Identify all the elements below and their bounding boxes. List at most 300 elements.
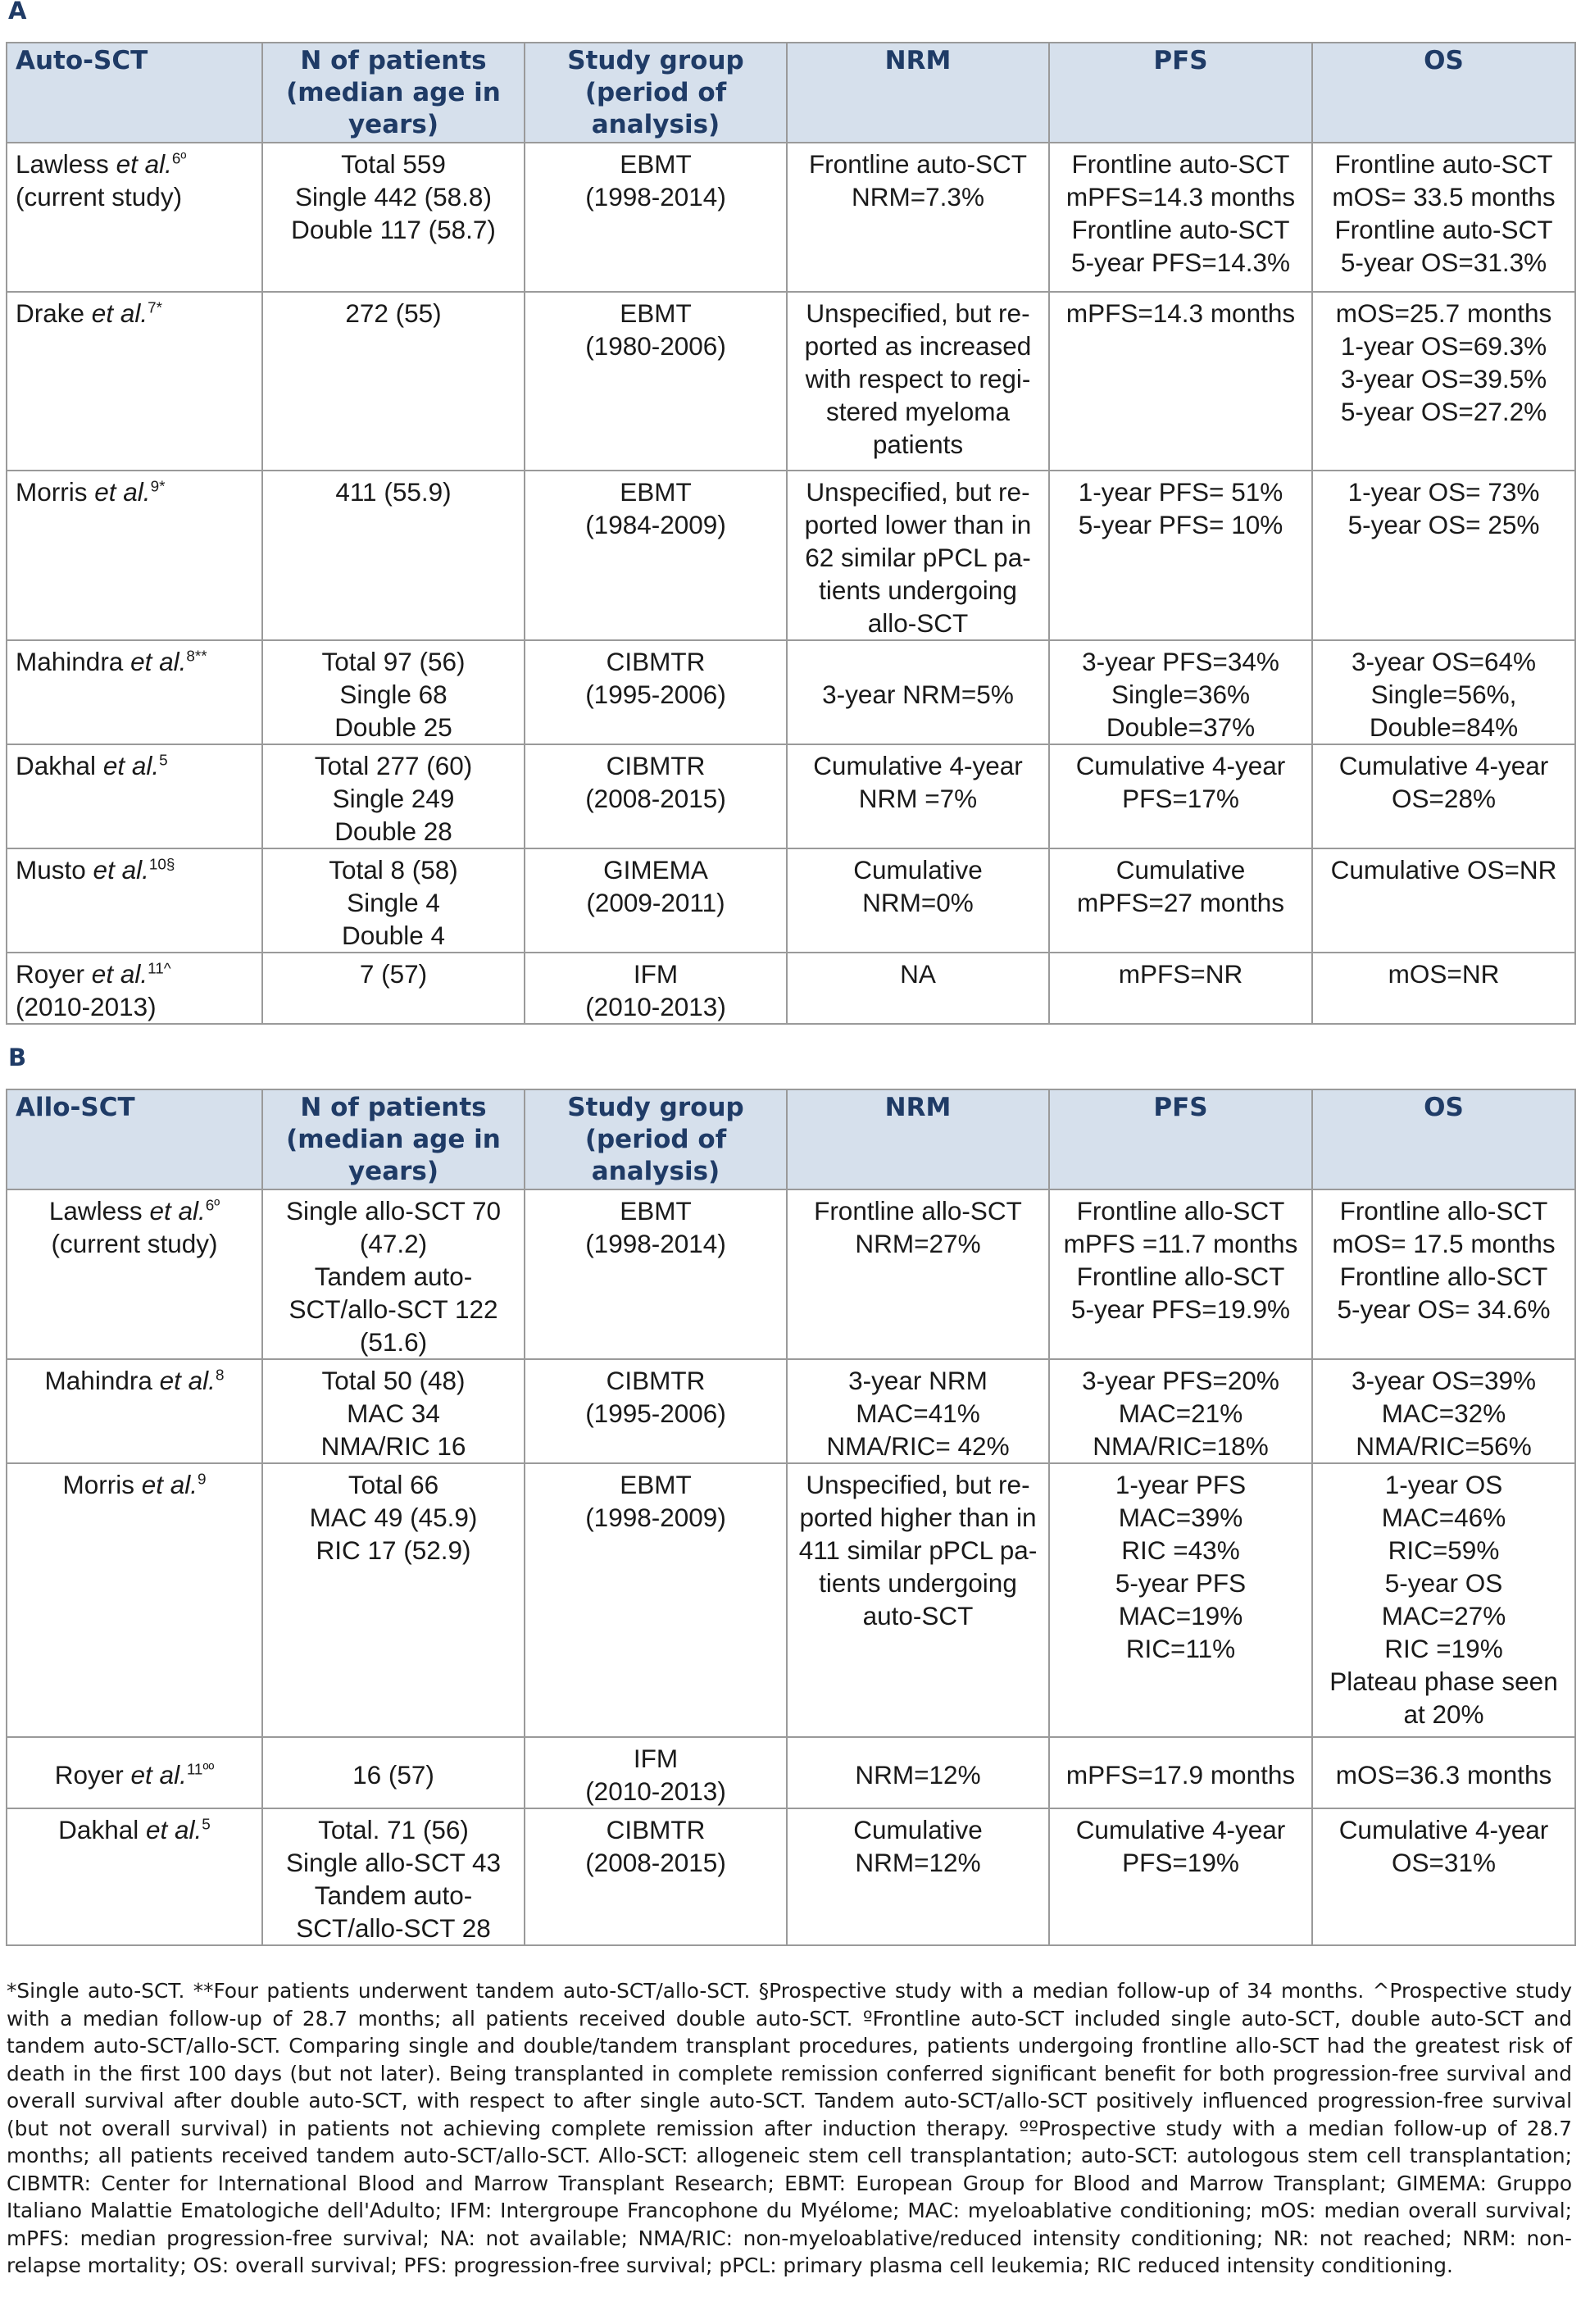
- nrm-cell: [787, 744, 1049, 848]
- nrm-line: NRM =7%: [858, 784, 978, 813]
- author-name: Morris: [62, 1470, 134, 1499]
- nrm-line: Unspecified, but re-: [806, 298, 1030, 328]
- nrm-line: Unspecified, but re-: [806, 477, 1030, 507]
- nrm-line: tients undergoing: [819, 1568, 1017, 1598]
- reference-line: [16, 148, 253, 180]
- table-row: [7, 640, 1575, 744]
- pfs-line: Single=36%: [1111, 680, 1250, 709]
- os-line: Frontline allo-SCT: [1339, 1196, 1548, 1226]
- nrm-line: NRM=27%: [855, 1229, 981, 1258]
- os-line: NMA/RIC=56%: [1356, 1431, 1532, 1461]
- reference-cell: [7, 1359, 262, 1463]
- os-cell: [1312, 1359, 1575, 1463]
- group-cell: [525, 1808, 787, 1945]
- citation-superscript: 5: [159, 752, 168, 770]
- n-line: Tandem auto-: [314, 1262, 473, 1291]
- n-cell: [262, 1808, 525, 1945]
- pfs-line: MAC=21%: [1118, 1398, 1243, 1428]
- os-cell: [1312, 1808, 1575, 1945]
- reference-cell: [7, 1463, 262, 1737]
- n-cell: [262, 848, 525, 953]
- header-cell: Allo-SCT: [7, 1089, 262, 1189]
- pfs-line: NMA/RIC=18%: [1093, 1431, 1269, 1461]
- os-line: 5-year OS= 25%: [1347, 510, 1540, 539]
- reference-line: [16, 749, 253, 782]
- group-cell: [525, 292, 787, 471]
- citation-superscript: 8: [215, 1367, 225, 1385]
- citation-superscript: 11^: [148, 960, 171, 978]
- reference-cell: [7, 848, 262, 953]
- os-cell: [1312, 292, 1575, 471]
- n-line: Total 559: [341, 149, 446, 179]
- citation-superscript: 9: [198, 1471, 207, 1489]
- pfs-cell: [1049, 471, 1312, 640]
- os-line: 1-year OS: [1384, 1470, 1503, 1499]
- n-line: Tandem auto-: [314, 1881, 473, 1910]
- os-line: Frontline auto-SCT: [1334, 149, 1553, 179]
- os-line: Cumulative 4-year: [1338, 1815, 1549, 1844]
- pfs-line: 5-year PFS= 10%: [1078, 510, 1283, 539]
- group-line: CIBMTR: [606, 1366, 706, 1395]
- group-line: (1998-2014): [585, 182, 726, 211]
- et-al: et al.: [130, 647, 187, 676]
- table-row: [7, 953, 1575, 1024]
- table-row: [7, 1808, 1575, 1945]
- os-line: MAC=32%: [1381, 1398, 1506, 1428]
- nrm-cell: [787, 640, 1049, 744]
- table-row: [7, 1463, 1575, 1737]
- et-al: et al.: [130, 1760, 187, 1790]
- pfs-line: Cumulative: [1115, 855, 1246, 885]
- n-line: 411 (55.9): [335, 477, 452, 507]
- author-name: Dakhal: [16, 751, 97, 780]
- header-cell: OS: [1312, 1089, 1575, 1189]
- author-name: Musto: [16, 855, 86, 885]
- pfs-line: Frontline auto-SCT: [1071, 215, 1290, 244]
- nrm-line: NA: [900, 959, 936, 989]
- nrm-line: NRM=12%: [855, 1848, 981, 1877]
- n-line: Total 50 (48): [321, 1366, 466, 1395]
- n-line: Single allo-SCT 43: [285, 1848, 502, 1877]
- header-cell: Study group (period of analysis): [525, 1089, 787, 1189]
- nrm-cell: [787, 1463, 1049, 1737]
- n-cell: [262, 1359, 525, 1463]
- author-name: Lawless: [16, 149, 109, 179]
- os-line: Plateau phase seen: [1329, 1667, 1558, 1696]
- group-line: CIBMTR: [606, 1815, 706, 1844]
- reference-line: [16, 1364, 253, 1397]
- group-cell: [525, 471, 787, 640]
- group-line: (1998-2009): [585, 1503, 726, 1532]
- os-line: mOS= 33.5 months: [1332, 182, 1556, 211]
- pfs-cell: [1049, 744, 1312, 848]
- author-name: Morris: [16, 477, 88, 507]
- pfs-line: mPFS=17.9 months: [1065, 1760, 1296, 1790]
- et-al: et al.: [149, 1196, 206, 1226]
- os-cell: [1312, 744, 1575, 848]
- os-cell: [1312, 1463, 1575, 1737]
- nrm-line: ported as increased: [804, 331, 1032, 361]
- et-al: et al.: [94, 477, 151, 507]
- pfs-line: 3-year PFS=20%: [1082, 1366, 1279, 1395]
- pfs-line: mPFS=14.3 months: [1065, 298, 1296, 328]
- os-line: 3-year OS=39%: [1352, 1366, 1536, 1395]
- header-cell: NRM: [787, 1089, 1049, 1189]
- pfs-cell: [1049, 1463, 1312, 1737]
- group-line: CIBMTR: [606, 751, 706, 780]
- nrm-line: ported higher than in: [799, 1503, 1037, 1532]
- reference-cell: [7, 471, 262, 640]
- nrm-line: Unspecified, but re-: [806, 1470, 1030, 1499]
- pfs-cell: [1049, 1189, 1312, 1359]
- os-line: 1-year OS= 73%: [1347, 477, 1540, 507]
- author-name: Mahindra: [16, 647, 124, 676]
- author-name: Royer: [16, 959, 85, 989]
- nrm-line: ported lower than in: [804, 510, 1032, 539]
- os-line: 5-year OS: [1384, 1568, 1503, 1598]
- nrm-line: Cumulative: [853, 1815, 983, 1844]
- group-line: EBMT: [620, 1470, 692, 1499]
- citation-superscript: 9*: [150, 478, 166, 496]
- n-line: 272 (55): [345, 298, 442, 328]
- author-name: Dakhal: [58, 1815, 139, 1844]
- group-line: EBMT: [620, 149, 692, 179]
- group-line: (1980-2006): [585, 331, 726, 361]
- pfs-line: Cumulative 4-year: [1075, 1815, 1286, 1844]
- os-line: mOS= 17.5 months: [1332, 1229, 1556, 1258]
- n-line: 16 (57): [352, 1760, 434, 1790]
- n-line: Single allo-SCT 70: [285, 1196, 502, 1226]
- nrm-line: allo-SCT: [867, 608, 969, 638]
- header-cell: NRM: [787, 43, 1049, 143]
- group-cell: [525, 1463, 787, 1737]
- table-row: [7, 1189, 1575, 1359]
- nrm-line: patients: [872, 430, 964, 459]
- os-line: at 20%: [1403, 1699, 1484, 1729]
- table-header-row: [7, 1089, 1575, 1189]
- pfs-cell: [1049, 1737, 1312, 1808]
- group-line: (2010-2013): [585, 1776, 726, 1806]
- reference-line: [16, 1813, 253, 1846]
- author-name: Royer: [54, 1760, 124, 1790]
- reference-cell: [7, 744, 262, 848]
- pfs-line: Frontline allo-SCT: [1076, 1196, 1285, 1226]
- et-al: et al.: [146, 1815, 202, 1844]
- os-line: Cumulative 4-year: [1338, 751, 1549, 780]
- os-line: Double=84%: [1369, 712, 1519, 742]
- header-cell: OS: [1312, 43, 1575, 143]
- group-line: (2008-2015): [585, 1848, 726, 1877]
- os-line: OS=28%: [1392, 784, 1496, 813]
- n-line: NMA/RIC 16: [320, 1431, 466, 1461]
- pfs-line: 1-year PFS= 51%: [1078, 477, 1283, 507]
- table-row: [7, 848, 1575, 953]
- nrm-line: NRM=7.3%: [852, 182, 984, 211]
- nrm-cell: [787, 848, 1049, 953]
- et-al: et al.: [141, 1470, 198, 1499]
- n-cell: [262, 1737, 525, 1808]
- group-cell: [525, 143, 787, 292]
- os-line: 3-year OS=39.5%: [1340, 364, 1547, 393]
- auto-sct-table: [6, 42, 1576, 1025]
- header-cell: N of patients (median age in years): [262, 43, 525, 143]
- header-cell: N of patients (median age in years): [262, 1089, 525, 1189]
- pfs-cell: [1049, 292, 1312, 471]
- citation-superscript: 6º: [171, 150, 187, 168]
- n-line: Double 4: [341, 921, 446, 950]
- table-row: [7, 1359, 1575, 1463]
- reference-line: [16, 1194, 253, 1227]
- et-al: et al.: [91, 959, 148, 989]
- pfs-line: Double=37%: [1106, 712, 1256, 742]
- et-al: et al.: [159, 1366, 216, 1395]
- n-line: (47.2): [359, 1229, 428, 1258]
- reference-line: [16, 853, 253, 886]
- group-cell: [525, 1189, 787, 1359]
- pfs-line: MAC=39%: [1118, 1503, 1243, 1532]
- pfs-line: Cumulative 4-year: [1075, 751, 1286, 780]
- n-line: Total 277 (60): [314, 751, 473, 780]
- os-line: Frontline auto-SCT: [1334, 215, 1553, 244]
- nrm-line: stered myeloma: [825, 397, 1011, 426]
- pfs-line: 5-year PFS: [1115, 1568, 1247, 1598]
- os-line: Cumulative OS=NR: [1330, 855, 1557, 885]
- pfs-cell: [1049, 1808, 1312, 1945]
- pfs-line: Frontline auto-SCT: [1071, 149, 1290, 179]
- citation-superscript: 10§: [148, 856, 175, 874]
- group-cell: [525, 848, 787, 953]
- pfs-line: mPFS =11.7 months: [1063, 1229, 1298, 1258]
- reference-line: [16, 297, 253, 330]
- group-cell: [525, 744, 787, 848]
- n-line: Total 66: [348, 1470, 439, 1499]
- n-cell: [262, 471, 525, 640]
- n-line: Single 68: [339, 680, 447, 709]
- os-cell: [1312, 143, 1575, 292]
- nrm-cell: [787, 953, 1049, 1024]
- group-line: CIBMTR: [606, 647, 706, 676]
- nrm-line: 3-year NRM=5%: [822, 680, 1014, 709]
- n-line: Double 25: [334, 712, 452, 742]
- n-line: MAC 34: [347, 1398, 440, 1428]
- nrm-cell: [787, 1737, 1049, 1808]
- n-cell: [262, 744, 525, 848]
- pfs-cell: [1049, 848, 1312, 953]
- os-line: Frontline allo-SCT: [1339, 1262, 1548, 1291]
- n-line: SCT/allo-SCT 28: [296, 1913, 491, 1943]
- os-line: MAC=27%: [1381, 1601, 1506, 1630]
- nrm-line: with respect to regi-: [805, 364, 1031, 393]
- os-line: MAC=46%: [1381, 1503, 1506, 1532]
- group-line: (1995-2006): [585, 1398, 726, 1428]
- nrm-line: auto-SCT: [862, 1601, 974, 1630]
- n-line: RIC 17 (52.9): [316, 1535, 471, 1565]
- reference-cell: [7, 1808, 262, 1945]
- group-line: (2008-2015): [585, 784, 726, 813]
- nrm-cell: [787, 1189, 1049, 1359]
- nrm-line: NMA/RIC= 42%: [826, 1431, 1010, 1461]
- group-cell: [525, 1737, 787, 1808]
- pfs-line: MAC=19%: [1118, 1601, 1243, 1630]
- pfs-line: 3-year PFS=34%: [1082, 647, 1279, 676]
- reference-cell: [7, 640, 262, 744]
- table-footnote: *Single auto-SCT. **Four patients underwent tandem auto-SCT/allo-SCT. §Prospective study with a median follow-up of 34 months. ^Prospective study with a median follow-up of 28.7 months; all patients received double auto-SCT. ºFrontline auto-SCT included single auto-SCT, double auto-SCT and tandem auto-SCT/allo-SCT. Comparing single and double/tandem transplant procedures, patients undergoing frontline allo-SCT had the greatest risk of death in the first 100 days (but not later). Being transplanted in complete remission conferred significant benefit for both progression-free survival and overall survival after double auto-SCT, with respect to after single auto-SCT. Tandem auto-SCT/allo-SCT positively influenced progression-free survival (but not overall survival) in patients not achieving complete remission after induction therapy. ººProspective study with a median follow-up of 28.7 months; all patients received tandem auto-SCT/allo-SCT. Allo-SCT: allogeneic stem cell transplantation; auto-SCT: autologous stem cell transplantation; CIBMTR: Center for International Blood and Marrow Transplant Research; EBMT: European Group for Blood and Marrow Transplant; GIMEMA: Gruppo Italiano Malattie Ematologiche dell'Adulto; IFM: Intergroupe Francophone du Myélome; MAC: myeloablative conditioning; mOS: median overall survival; mPFS: median progression-free survival; NA: not available; NMA/RIC: non-myeloablative/reduced intensity conditioning; NR: not reached; NRM: non-relapse mortality; OS: overall survival; PFS: progression-free survival; pPCL: primary plasma cell leukemia; RIC reduced intensity conditioning.: [7, 1979, 1572, 2277]
- group-line: (1995-2006): [585, 680, 726, 709]
- header-cell: Study group (period of analysis): [525, 43, 787, 143]
- pfs-line: 5-year PFS=19.9%: [1070, 1294, 1290, 1324]
- n-cell: [262, 640, 525, 744]
- pfs-line: RIC=11%: [1125, 1634, 1236, 1663]
- os-line: RIC =19%: [1384, 1634, 1503, 1663]
- os-cell: [1312, 848, 1575, 953]
- reference-cell: [7, 1737, 262, 1808]
- et-al: et al.: [91, 298, 148, 328]
- reference-cell: [7, 143, 262, 292]
- pfs-line: mPFS=14.3 months: [1065, 182, 1296, 211]
- os-line: RIC=59%: [1388, 1535, 1500, 1565]
- header-cell: PFS: [1049, 1089, 1312, 1189]
- n-line: 7 (57): [359, 959, 428, 989]
- n-line: SCT/allo-SCT 122: [288, 1294, 498, 1324]
- group-line: (1998-2014): [585, 1229, 726, 1258]
- pfs-line: mPFS=NR: [1118, 959, 1243, 989]
- group-line: (2010-2013): [585, 992, 726, 1021]
- os-line: OS=31%: [1392, 1848, 1496, 1877]
- pfs-line: Frontline allo-SCT: [1076, 1262, 1285, 1291]
- os-line: Single=56%,: [1370, 680, 1517, 709]
- reference-note: (2010-2013): [16, 992, 157, 1021]
- n-cell: [262, 1189, 525, 1359]
- os-cell: [1312, 1737, 1575, 1808]
- n-cell: [262, 143, 525, 292]
- table-row: [7, 744, 1575, 848]
- nrm-line: 3-year NRM: [848, 1366, 988, 1395]
- section-a-label: A: [8, 0, 27, 25]
- pfs-cell: [1049, 640, 1312, 744]
- os-line: 5-year OS=27.2%: [1340, 397, 1547, 426]
- header-cell: PFS: [1049, 43, 1312, 143]
- nrm-cell: [787, 292, 1049, 471]
- nrm-line: 411 similar pPCL pa-: [798, 1535, 1038, 1565]
- table-row: [7, 143, 1575, 292]
- reference-line: [16, 475, 253, 508]
- os-cell: [1312, 471, 1575, 640]
- reference-line: [16, 1468, 253, 1501]
- pfs-line: RIC =43%: [1121, 1535, 1240, 1565]
- reference-line: [16, 1758, 253, 1791]
- reference-note: (current study): [16, 182, 183, 211]
- nrm-line: NRM=0%: [862, 888, 974, 917]
- table-row: [7, 292, 1575, 471]
- group-line: IFM: [633, 959, 679, 989]
- os-line: 5-year OS=31.3%: [1340, 248, 1547, 277]
- table-row: [7, 1737, 1575, 1808]
- group-line: IFM: [633, 1744, 679, 1773]
- pfs-line: 5-year PFS=14.3%: [1070, 248, 1290, 277]
- nrm-cell: [787, 1359, 1049, 1463]
- os-line: mOS=36.3 months: [1335, 1760, 1552, 1790]
- os-line: mOS=25.7 months: [1335, 298, 1552, 328]
- os-line: 1-year OS=69.3%: [1340, 331, 1547, 361]
- reference-line: [16, 645, 253, 678]
- group-line: EBMT: [620, 1196, 692, 1226]
- allo-sct-table: [6, 1089, 1576, 1946]
- n-line: Single 4: [347, 888, 440, 917]
- n-line: Single 249: [332, 784, 455, 813]
- nrm-line: Frontline allo-SCT: [814, 1196, 1022, 1226]
- et-al: et al.: [116, 149, 172, 179]
- reference-cell: [7, 292, 262, 471]
- nrm-cell: [787, 1808, 1049, 1945]
- pfs-line: PFS=17%: [1122, 784, 1239, 813]
- group-line: (1984-2009): [585, 510, 726, 539]
- group-cell: [525, 953, 787, 1024]
- pfs-cell: [1049, 953, 1312, 1024]
- reference-cell: [7, 953, 262, 1024]
- citation-superscript: 11ºº: [186, 1761, 215, 1779]
- table-header-row: [7, 43, 1575, 143]
- os-cell: [1312, 1189, 1575, 1359]
- nrm-line: NRM=12%: [855, 1760, 981, 1790]
- group-line: EBMT: [620, 298, 692, 328]
- n-line: (51.6): [359, 1327, 428, 1357]
- pfs-line: PFS=19%: [1122, 1848, 1239, 1877]
- group-line: GIMEMA: [603, 855, 708, 885]
- os-cell: [1312, 953, 1575, 1024]
- table-row: [7, 471, 1575, 640]
- os-cell: [1312, 640, 1575, 744]
- citation-superscript: 5: [202, 1816, 211, 1834]
- reference-cell: [7, 1189, 262, 1359]
- section-b-label: B: [8, 1044, 27, 1071]
- group-line: (2009-2011): [586, 888, 725, 917]
- author-name: Lawless: [48, 1196, 143, 1226]
- nrm-cell: [787, 143, 1049, 292]
- pfs-cell: [1049, 143, 1312, 292]
- n-line: Double 117 (58.7): [291, 215, 496, 244]
- nrm-line: tients undergoing: [819, 575, 1017, 605]
- n-line: Double 28: [334, 816, 452, 846]
- os-line: 3-year OS=64%: [1352, 647, 1536, 676]
- reference-note: (current study): [51, 1229, 218, 1258]
- nrm-line: Frontline auto-SCT: [808, 149, 1028, 179]
- author-name: Mahindra: [44, 1366, 152, 1395]
- et-al: et al.: [93, 855, 149, 885]
- pfs-line: 1-year PFS: [1115, 1470, 1247, 1499]
- n-line: Total 97 (56): [321, 647, 466, 676]
- author-name: Drake: [16, 298, 85, 328]
- n-line: MAC 49 (45.9): [309, 1503, 478, 1532]
- nrm-cell: [787, 471, 1049, 640]
- citation-superscript: 8**: [186, 648, 207, 666]
- pfs-cell: [1049, 1359, 1312, 1463]
- n-line: Total. 71 (56): [318, 1815, 469, 1844]
- n-line: Single 442 (58.8): [295, 182, 492, 211]
- group-line: EBMT: [620, 477, 692, 507]
- citation-superscript: 7*: [148, 299, 162, 317]
- pfs-line: mPFS=27 months: [1077, 888, 1284, 917]
- reference-line: [16, 957, 253, 990]
- nrm-line: MAC=41%: [856, 1398, 980, 1428]
- group-cell: [525, 1359, 787, 1463]
- header-cell: Auto-SCT: [7, 43, 262, 143]
- nrm-line: 62 similar pPCL pa-: [805, 543, 1031, 572]
- et-al: et al.: [102, 751, 160, 780]
- group-cell: [525, 640, 787, 744]
- nrm-line: Cumulative 4-year: [813, 751, 1023, 780]
- n-cell: [262, 953, 525, 1024]
- citation-superscript: 6º: [205, 1197, 220, 1215]
